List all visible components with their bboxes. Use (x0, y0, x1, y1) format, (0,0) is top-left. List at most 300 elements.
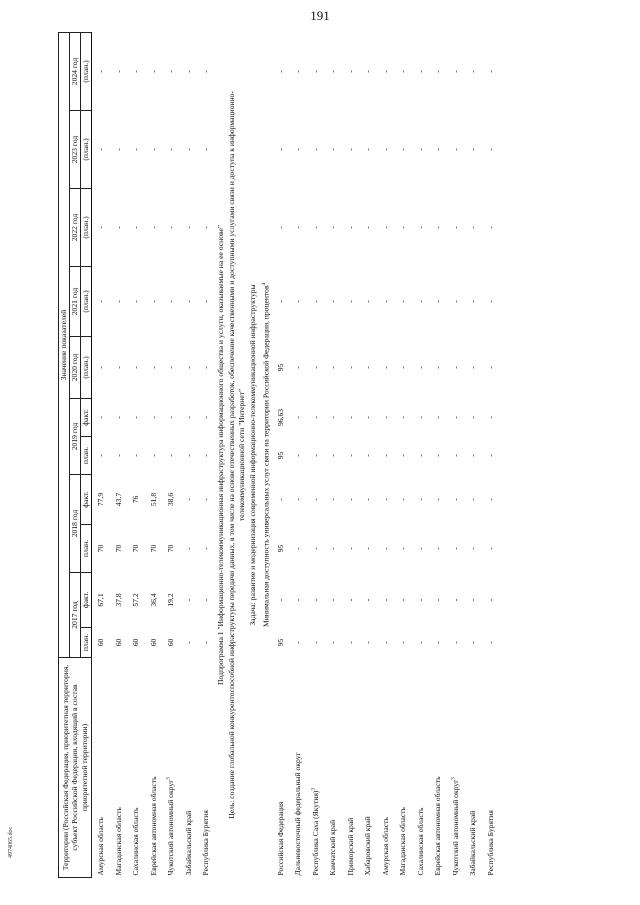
value-cell: 19,2 (166, 593, 176, 607)
value-cell: - (201, 148, 211, 151)
value-cell: - (183, 366, 193, 369)
value-cell: 96,63 (275, 408, 285, 427)
footnote-marker: 3 (311, 788, 317, 791)
value-cell: - (96, 416, 106, 419)
year-2020-header: 2020 год (70, 337, 81, 399)
table-row (394, 32, 412, 877)
value-cell: 38,6 (166, 492, 176, 507)
table-row (342, 32, 360, 877)
value-cell: - (485, 416, 495, 419)
value-cell: - (293, 148, 303, 151)
value-cell: 70 (166, 544, 176, 553)
value-cell: - (201, 416, 211, 419)
value-cell: - (433, 454, 443, 457)
value-cell: - (468, 598, 478, 602)
table-row (145, 32, 163, 877)
value-cell: 70 (113, 544, 123, 553)
table-row (482, 32, 500, 877)
value-cell: - (131, 70, 141, 73)
value-cell: - (380, 148, 390, 151)
value-cell: - (433, 547, 443, 550)
territory-cell (289, 658, 307, 878)
value-cell: 36,4 (148, 593, 158, 607)
value-cell: - (363, 366, 373, 369)
indicator-label: Минимальная доступность универсальных услуг связи на территории Российской Федерации, процентов (261, 285, 271, 628)
value-cell: - (310, 148, 320, 151)
value-cell: - (363, 547, 373, 550)
territory-name: Чукотский автономный округ (166, 779, 176, 876)
value-cell: - (183, 70, 193, 73)
value-cell: 43,7 (113, 492, 123, 507)
value-cell: - (113, 454, 123, 457)
value-cell: - (398, 641, 408, 644)
value-cell: - (398, 366, 408, 369)
value-cell: - (433, 300, 443, 303)
value-cell: - (183, 598, 193, 602)
value-cell: - (485, 300, 495, 303)
table-row (180, 32, 198, 877)
value-cell: - (415, 416, 425, 419)
value-cell: - (183, 547, 193, 550)
value-cell: - (131, 416, 141, 419)
value-cell: - (96, 148, 106, 151)
fact-2017-header: факт. (81, 573, 92, 628)
territory-cell (324, 658, 342, 878)
value-cell: - (380, 416, 390, 419)
value-cell: - (450, 70, 460, 73)
value-cell: - (415, 300, 425, 303)
territory-cell (359, 658, 377, 878)
value-cell: - (415, 498, 425, 501)
territory-cell (342, 658, 360, 878)
territory-cell (180, 658, 198, 878)
table-header (59, 32, 92, 877)
value-cell: - (201, 454, 211, 457)
value-cell: - (96, 300, 106, 303)
value-cell: - (328, 300, 338, 303)
value-cell: - (293, 366, 303, 369)
value-cell: - (398, 547, 408, 550)
value-cell: - (328, 641, 338, 644)
value-cell: 76 (131, 495, 141, 504)
value-cell: 60 (148, 638, 158, 647)
value-cell: - (201, 547, 211, 550)
value-cell: - (166, 300, 176, 303)
value-cell: - (113, 416, 123, 419)
value-cell: - (415, 226, 425, 229)
value-cell: - (363, 416, 373, 419)
value-cell: 51,8 (148, 492, 158, 507)
territory-name: Магаданская область (113, 807, 123, 876)
value-cell: - (380, 498, 390, 501)
value-cell: - (398, 226, 408, 229)
value-cell: - (201, 498, 211, 501)
value-cell: - (485, 498, 495, 501)
value-cell: - (275, 148, 285, 151)
table-body-bottom (272, 32, 500, 877)
value-cell: - (113, 148, 123, 151)
territory-cell (92, 658, 110, 878)
value-cell: - (328, 148, 338, 151)
territory-name: Амурская область (96, 817, 106, 876)
value-cell: - (310, 416, 320, 419)
fact-2019-header: факт. (81, 399, 92, 437)
value-cell: - (113, 366, 123, 369)
value-cell: - (310, 641, 320, 644)
value-cell: - (345, 598, 355, 602)
value-cell: - (485, 148, 495, 151)
value-cell: - (468, 416, 478, 419)
value-cell: 70 (131, 544, 141, 553)
value-cell: - (96, 70, 106, 73)
territory-name: Хабаровский край (363, 816, 373, 876)
value-cell: - (415, 598, 425, 602)
table-row (162, 32, 180, 877)
value-cell: - (166, 148, 176, 151)
plan-2017-header: план. (81, 628, 92, 658)
value-cell: - (131, 300, 141, 303)
value-cell: - (363, 598, 373, 602)
table-row (289, 32, 307, 877)
value-cell: - (363, 498, 373, 501)
value-cell: - (96, 366, 106, 369)
value-cell: - (415, 366, 425, 369)
table-row (307, 32, 325, 877)
territory-name: Дальневосточный федеральный округ (293, 752, 303, 876)
value-cell: - (166, 70, 176, 73)
value-cell: - (148, 300, 158, 303)
value-cell: - (468, 547, 478, 550)
year-2021-header: 2021 год (70, 267, 81, 337)
value-cell: - (468, 454, 478, 457)
value-cell: - (415, 641, 425, 644)
value-cell: - (485, 598, 495, 602)
value-cell: - (201, 641, 211, 644)
value-cell: - (363, 70, 373, 73)
value-cell: - (166, 454, 176, 457)
value-cell: - (113, 70, 123, 73)
value-cell: - (310, 454, 320, 457)
plan-2020-header: (план.) (81, 337, 92, 399)
value-cell: - (398, 148, 408, 151)
value-cell: 57,2 (131, 593, 141, 607)
value-cell: - (131, 148, 141, 151)
value-cell: - (380, 300, 390, 303)
value-cell: - (345, 547, 355, 550)
value-cell: - (131, 454, 141, 457)
value-cell: - (450, 547, 460, 550)
value-cell: 70 (96, 544, 106, 553)
value-cell: - (293, 416, 303, 419)
table-body-top (92, 32, 215, 877)
value-cell: - (433, 416, 443, 419)
value-cell: - (433, 641, 443, 644)
value-cell: - (183, 641, 193, 644)
value-cell: - (450, 598, 460, 602)
value-cell: - (363, 454, 373, 457)
value-cell: - (201, 226, 211, 229)
value-cell: - (433, 70, 443, 73)
plan-2023-header: (план.) (81, 111, 92, 189)
plan-2024-header: (план.) (81, 32, 92, 110)
value-cell: - (275, 300, 285, 303)
value-cell: - (450, 498, 460, 501)
territory-cell (394, 658, 412, 878)
value-cell: - (293, 300, 303, 303)
value-cell: - (398, 300, 408, 303)
value-cell: 67,1 (96, 593, 106, 607)
value-cell: 95 (275, 451, 285, 460)
territory-header: Территории (Российская Федерация, приоритетная территория, субъект Российской Федерации, входящий в состав приоритетной территории) (59, 658, 92, 878)
value-cell: - (345, 70, 355, 73)
table-row (412, 32, 430, 877)
value-cell: - (433, 148, 443, 151)
value-cell: - (345, 148, 355, 151)
task-text: Задача: развитие и модернизация современной информационно-телекоммуникационной инфраструктуры (248, 284, 257, 626)
plan-2022-header: (план.) (81, 189, 92, 267)
territory-cell (447, 658, 465, 878)
year-2023-header: 2023 год (70, 111, 81, 189)
table-row (272, 32, 290, 877)
table-row (377, 32, 395, 877)
territory-cell (412, 658, 430, 878)
territory-cell (307, 658, 325, 878)
value-cell: - (450, 454, 460, 457)
year-2019-header: 2019 год (70, 399, 81, 475)
value-cell: - (328, 226, 338, 229)
territory-cell (429, 658, 447, 878)
value-cell: - (148, 226, 158, 229)
value-cell: - (345, 366, 355, 369)
value-cell: - (310, 547, 320, 550)
territory-name: Камчатский край (328, 819, 338, 876)
footnote-marker: 3 (166, 777, 172, 780)
value-cell: - (310, 366, 320, 369)
page-number: 191 (310, 8, 330, 23)
value-cell: - (148, 416, 158, 419)
value-cell: - (450, 148, 460, 151)
value-cell: - (293, 498, 303, 501)
value-cell: - (415, 547, 425, 550)
value-cell: - (398, 498, 408, 501)
value-cell: 60 (113, 638, 123, 647)
indicator-table (58, 32, 499, 878)
value-cell: - (275, 70, 285, 73)
value-cell: - (183, 226, 193, 229)
value-cell: - (450, 300, 460, 303)
value-cell: - (201, 70, 211, 73)
territory-name: Забайкальский край (468, 810, 478, 876)
value-cell: - (450, 366, 460, 369)
value-cell: - (468, 641, 478, 644)
value-cell: - (485, 70, 495, 73)
value-cell: - (380, 598, 390, 602)
value-cell: - (148, 70, 158, 73)
value-cell: - (113, 226, 123, 229)
value-cell: - (131, 366, 141, 369)
value-cell: - (363, 148, 373, 151)
value-cell: - (363, 226, 373, 229)
value-cell: 95 (275, 638, 285, 647)
value-cell: - (293, 70, 303, 73)
value-cell: - (468, 148, 478, 151)
value-cell: - (113, 300, 123, 303)
value-cell: - (415, 70, 425, 73)
value-cell: - (201, 300, 211, 303)
document-code: 4974065.doc (8, 826, 14, 858)
table-row (92, 32, 110, 877)
value-cell: 77,9 (96, 492, 106, 507)
value-cell: - (345, 498, 355, 501)
fact-2018-header: факт. (81, 475, 92, 525)
value-cell: - (183, 416, 193, 419)
value-cell: - (380, 226, 390, 229)
territory-name: Магаданская область (398, 807, 408, 876)
territory-cell (145, 658, 163, 878)
plan-2021-header: (план.) (81, 267, 92, 337)
value-cell: - (275, 598, 285, 602)
value-cell: - (450, 416, 460, 419)
table-row (197, 32, 215, 877)
year-2024-header: 2024 год (70, 32, 81, 110)
indicator-table-sheet (58, 33, 618, 878)
value-cell: - (183, 148, 193, 151)
territory-name: Республика Бурятия (201, 810, 211, 876)
value-cell: - (468, 498, 478, 501)
territory-name: Сахалинская область (415, 807, 425, 876)
value-cell: - (345, 454, 355, 457)
value-cell: - (183, 300, 193, 303)
value-cell: - (328, 70, 338, 73)
territory-cell (197, 658, 215, 878)
year-2022-header: 2022 год (70, 189, 81, 267)
value-cell: - (380, 366, 390, 369)
territory-name: Российская Федерация (275, 801, 285, 876)
value-cell: - (328, 454, 338, 457)
value-cell: - (380, 70, 390, 73)
value-cell: - (328, 498, 338, 501)
value-cell: - (450, 641, 460, 644)
territory-name: Еврейская автономная область (433, 776, 443, 876)
value-cell: - (485, 366, 495, 369)
plan-2019-header: план. (81, 437, 92, 475)
value-cell: - (468, 366, 478, 369)
territory-name: Чукотский автономный округ (450, 779, 460, 876)
territory-cell (464, 658, 482, 878)
territory-name: Республика Саха (Якутия) (310, 790, 320, 876)
territory-name: Приморский край (345, 817, 355, 876)
plan-2018-header: план. (81, 525, 92, 573)
value-cell: - (433, 366, 443, 369)
territory-name: Еврейская автономная область (148, 776, 158, 876)
value-cell: - (148, 454, 158, 457)
value-cell: - (433, 598, 443, 602)
goal-text: Цель: создание глобальной конкурентоспособной инфраструктуры передачи данных, в том числе на основе отечественных разработок, обеспечение качественными и доступными услугами связи и доступа к информационно-телекоммуникационной сети "Интернет" (227, 91, 246, 819)
table-row (447, 32, 465, 877)
value-cell: - (275, 498, 285, 501)
subprogram-title: Подпрограмма 1 "Информационно-телекоммуникационная инфраструктура информационного общества и услуги, оказываемые на ее основе" (215, 225, 225, 685)
value-cell: 70 (148, 544, 158, 553)
value-cell: - (310, 498, 320, 501)
indicator-title (259, 32, 272, 877)
value-cell: - (398, 70, 408, 73)
year-2018-header: 2018 год (70, 475, 81, 573)
table-row (464, 32, 482, 877)
value-cell: - (293, 598, 303, 602)
indicator-footnote: 4 (261, 282, 267, 286)
value-cell: - (433, 226, 443, 229)
value-cell: - (96, 454, 106, 457)
value-cell: - (166, 226, 176, 229)
footnote-marker: 3 (451, 777, 457, 780)
value-cell: - (148, 366, 158, 369)
value-cell: - (345, 641, 355, 644)
value-cell: - (398, 598, 408, 602)
value-cell: - (293, 641, 303, 644)
value-cell: - (415, 148, 425, 151)
value-cell: - (166, 366, 176, 369)
value-cell: - (201, 598, 211, 602)
territory-cell (127, 658, 145, 878)
value-cell: - (183, 454, 193, 457)
section-headings (215, 32, 272, 877)
territory-cell (377, 658, 395, 878)
value-cell: - (328, 547, 338, 550)
value-cell: - (148, 148, 158, 151)
value-cell: - (183, 498, 193, 501)
table-row (127, 32, 145, 877)
value-cell: - (293, 547, 303, 550)
value-cell: - (293, 226, 303, 229)
value-cell: - (468, 300, 478, 303)
value-cell: - (310, 300, 320, 303)
value-cell: 60 (96, 638, 106, 647)
value-cell: - (310, 226, 320, 229)
table-row (324, 32, 342, 877)
value-cell: - (398, 454, 408, 457)
table-row (429, 32, 447, 877)
territory-cell (162, 658, 180, 878)
territory-name: Сахалинская область (131, 807, 141, 876)
value-cell: - (415, 454, 425, 457)
value-cell: - (275, 226, 285, 229)
value-cell: - (380, 547, 390, 550)
value-cell: - (328, 366, 338, 369)
value-cell: 95 (275, 544, 285, 553)
value-cell: 60 (131, 638, 141, 647)
territory-cell (272, 658, 290, 878)
table-row (359, 32, 377, 877)
value-cell: - (485, 226, 495, 229)
value-cell: - (468, 226, 478, 229)
value-cell: - (433, 498, 443, 501)
value-cell: - (131, 226, 141, 229)
value-cell: - (485, 641, 495, 644)
territory-cell (482, 658, 500, 878)
value-cell: - (293, 454, 303, 457)
territory-cell (110, 658, 128, 878)
value-cell: - (310, 598, 320, 602)
year-2017-header: 2017 год (70, 573, 81, 658)
territory-name: Республика Бурятия (485, 810, 495, 876)
value-cell: - (485, 547, 495, 550)
value-cell: - (468, 70, 478, 73)
values-group-header: Значение показателей (59, 32, 70, 657)
value-cell: - (363, 641, 373, 644)
value-cell: - (328, 598, 338, 602)
value-cell: - (345, 300, 355, 303)
value-cell: - (328, 416, 338, 419)
